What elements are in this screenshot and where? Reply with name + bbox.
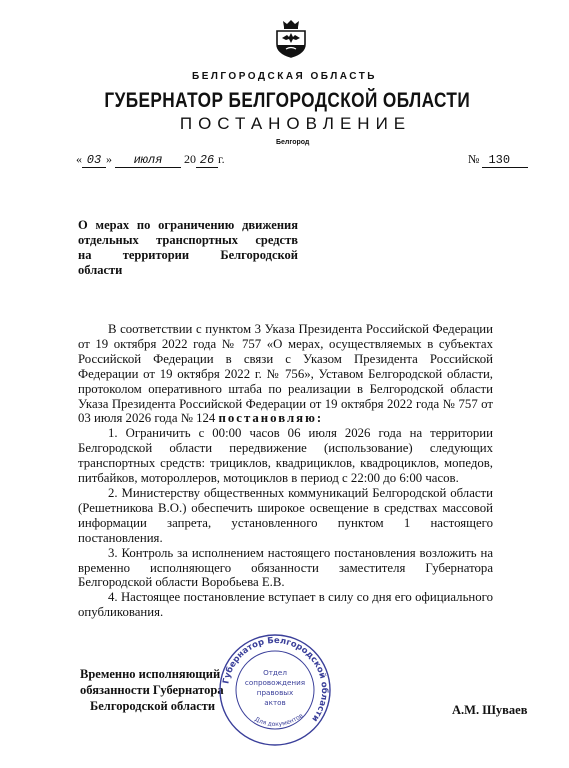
governor-title: ГУБЕРНАТОР БЕЛГОРОДСКОЙ ОБЛАСТИ <box>104 89 471 112</box>
item-1: 1. Ограничить с 00:00 часов 06 июля 2026 года на территории Белгородской области передвижение (использование) следующих транспортных средств: трициклов, квадрициклов, квадроциклов, мопедов, питбайков, мотороллеров, мотоциклов в период с 22:00 до 6:00 часов. <box>78 426 493 486</box>
title-line: О мерах по ограничению движения <box>78 218 298 232</box>
stamp-center-line: правовых <box>256 688 294 697</box>
signatory-name: А.М. Шуваев <box>452 703 528 717</box>
stamp-center-line: актов <box>264 698 286 707</box>
document-number <box>468 152 528 168</box>
position-line: Белгородской области <box>90 699 216 713</box>
city-name: Белгород <box>276 139 310 146</box>
title-word: на <box>78 248 92 262</box>
svg-text:Для документов <box>254 712 305 728</box>
date-month: июля <box>115 154 181 168</box>
date-day: 03 <box>82 154 106 168</box>
stamp-center-line: сопровождения <box>244 678 306 687</box>
date-year-suffix: 26 <box>196 154 218 168</box>
title-line: области <box>78 263 123 277</box>
document-date <box>76 152 225 168</box>
date-year-mark: г. <box>218 152 225 166</box>
item-4: 4. Настоящее постановление вступает в силу со дня его официального опубликования. <box>78 590 493 620</box>
document-type: ПОСТАНОВЛЕНИЕ <box>179 114 412 133</box>
stamp-ring-text: Губернатор Белгородской области <box>221 635 330 724</box>
title-line: отдельных транспортных средств <box>78 233 298 247</box>
date-year-prefix: 20 <box>184 152 196 166</box>
stamp-bottom-text: Для документов <box>253 712 305 729</box>
official-stamp <box>218 633 332 747</box>
position-line: обязанности Губернатора <box>80 683 224 697</box>
document-body <box>78 322 493 620</box>
resolves-word: постановляю: <box>218 411 324 426</box>
title-word: Белгородской <box>220 248 298 262</box>
position-line: Временно исполняющий <box>80 667 221 681</box>
item-2: 2. Министерству общественных коммуникаций Белгородской области (Решетникова В.О.) обеспечить широкое освещение в средствах массовой информации запрета, установленного пунктом 1 настоящего постановления. <box>78 485 493 545</box>
stamp-center-line: Отдел <box>263 668 287 677</box>
signatory-position <box>80 666 224 714</box>
region-name: БЕЛГОРОДСКАЯ ОБЛАСТЬ <box>192 71 377 82</box>
item-3: 3. Контроль за исполнением настоящего постановления возложить на временно исполняющего обязанности заместителя Губернатора Белгородской области Воробьева Е.В. <box>78 545 493 590</box>
document-title <box>78 218 298 278</box>
title-word: территории <box>122 248 190 262</box>
number-mark: № <box>468 152 480 166</box>
preamble-paragraph <box>78 322 493 426</box>
close-quote: » <box>106 152 112 166</box>
coat-of-arms-icon <box>274 18 308 58</box>
preamble-text: В соответствии с пунктом 3 Указа Президента Российской Федерации от 19 октября 2022 года № 757 «О мерах, осуществляемых в субъектах Российской Федерации в связи с Указом Президента Российской Федерации от 19 октября 2022 г. № 756», Уставом Белгородской области, протоколом оперативного штаба по реализации в Белгородской области Указа Президента Российской Федерации от 19 октября 2022 года № 757 от 03 июля 2026 года № 124 <box>78 322 493 426</box>
number-value: 130 <box>482 154 528 168</box>
open-quote: « <box>76 152 82 166</box>
title-line <box>78 248 298 263</box>
